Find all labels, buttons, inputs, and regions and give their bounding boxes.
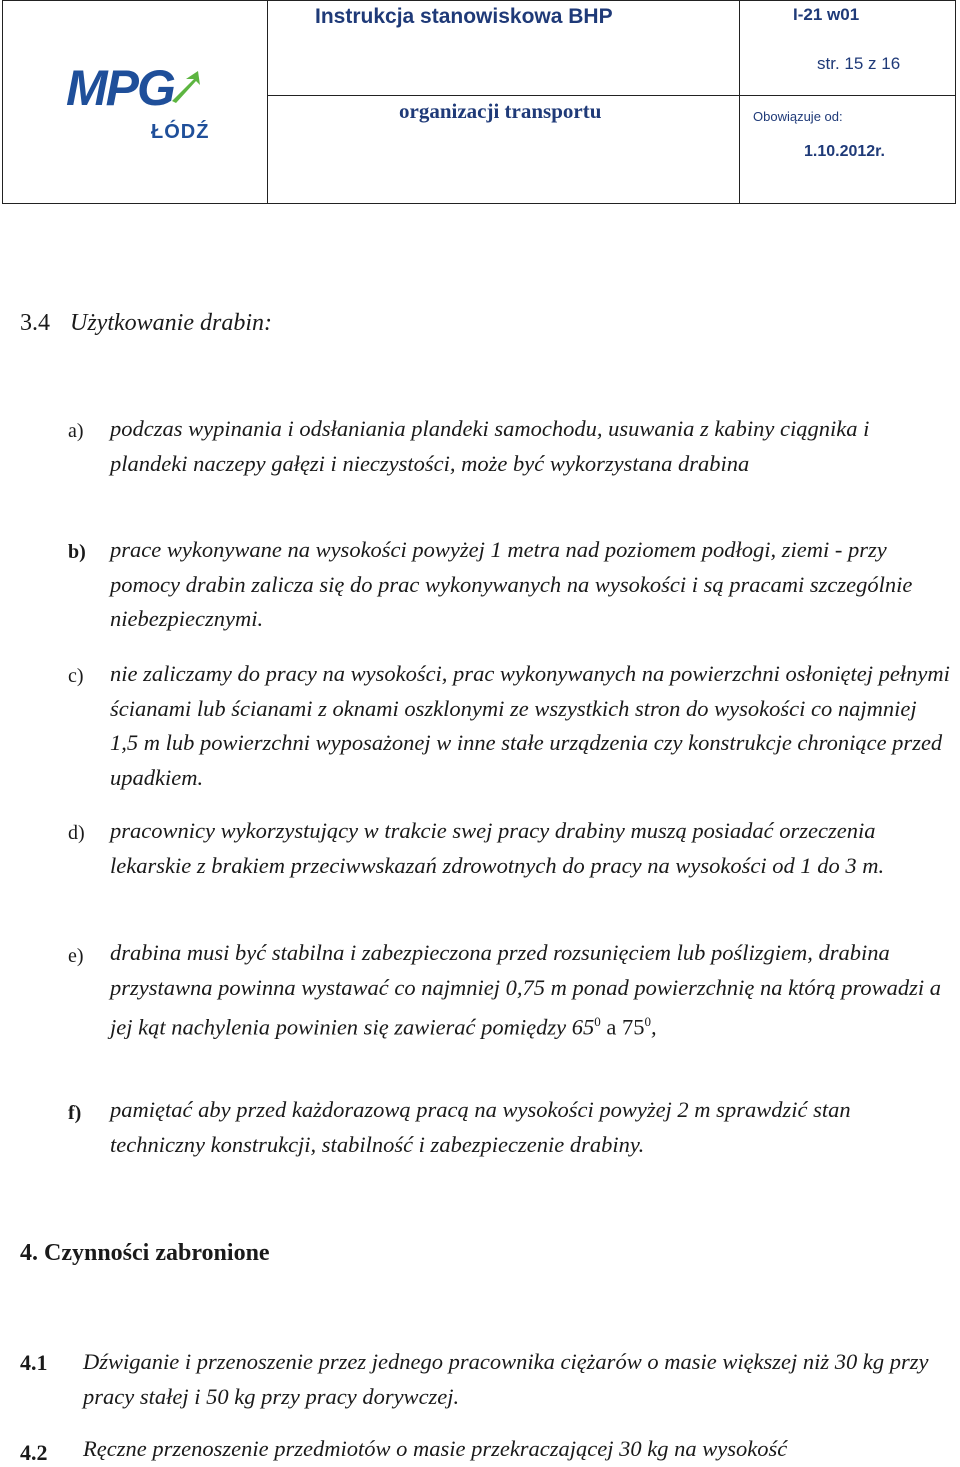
list-item: podczas wypinania i odsłaniania plandeki samochodu, usuwania z kabiny ciągnika i plandeki naczepy gałęzi i nieczystości, może być wykorzystana drabina — [110, 416, 870, 476]
list-item: drabina musi być stabilna i zabezpieczona przed rozsunięciem lub poślizgiem, drabina przystawna powinna wystawać co najmniej 0,75 m ponad powierzchnię na którą prowadzi a jej kąt nachylenia powinien się zawierać pomiędzy $65^0$ a $75^0$, — [110, 940, 942, 1040]
list-item-label: d) — [68, 822, 85, 844]
list-item-label: c) — [68, 665, 84, 687]
logo-arrow-icon — [168, 69, 204, 105]
item-number: 4.1 — [20, 1350, 48, 1375]
list-item: nie zaliczamy do pracy na wysokości, prac wykonywanych na powierzchni osłoniętej pełnymi ścianami lub ścianami z oknami oszklonymi ze wszystkich stron do wysokości co najmniej 1,5 m lub powierzchni wyposażonej w inne stałe urządzenia czy konstrukcje chroniące przed upadkiem. — [110, 661, 950, 790]
mpg-logo — [58, 59, 218, 154]
list-item-label: a) — [68, 420, 84, 442]
list-item: pracownicy wykorzystujący w trakcie swej pracy drabiny muszą posiadać orzeczenia lekarskie z brakiem przeciwwskazań zdrowotnych do pracy na wysokości od 1 do 3 m. — [110, 818, 885, 878]
document-code: I-21 w01 — [793, 5, 860, 24]
list-item-label: e) — [68, 945, 84, 967]
section-number: 3.4 — [20, 310, 50, 336]
section-title: Użytkowanie drabin: — [70, 310, 272, 336]
page-number: str. 15 z 16 — [817, 54, 901, 73]
header-title: Instrukcja stanowiskowa BHP — [315, 5, 613, 28]
header-subtitle: organizacji transportu — [399, 99, 602, 123]
document-header — [2, 0, 956, 204]
list-item-label: f) — [68, 1102, 82, 1124]
valid-from-date: 1.10.2012r. — [804, 143, 885, 160]
logo-city: ŁÓDŹ — [151, 121, 210, 143]
section-heading-3-4 — [20, 310, 272, 337]
list-item: pamiętać aby przed każdorazową pracą na wysokości powyżej 2 m sprawdzić stan techniczny konstrukcji, stabilność i zabezpieczenie drabiny. — [110, 1097, 851, 1157]
list-item-label: b) — [68, 541, 86, 563]
section-heading-4: 4. Czynności zabronione — [20, 1240, 270, 1266]
logo-text: MPG — [66, 60, 174, 116]
list-item: Dźwiganie i przenoszenie przez jednego pracownika ciężarów o masie większej niż 30 kg przy pracy stałej i 50 kg przy pracy dorywczej. — [83, 1349, 929, 1409]
list-item: Ręczne przenoszenie przedmiotów o masie przekraczającej 30 kg na wysokość — [83, 1436, 788, 1461]
item-number: 4.2 — [20, 1440, 48, 1465]
valid-from-label: Obowiązuje od: — [753, 109, 843, 124]
list-item: prace wykonywane na wysokości powyżej 1 metra nad poziomem podłogi, ziemi - przy pomocy drabin zalicza się do prac wykonywanych na wysokości i są pracami szczególnie niebezpiecznymi. — [110, 537, 913, 631]
